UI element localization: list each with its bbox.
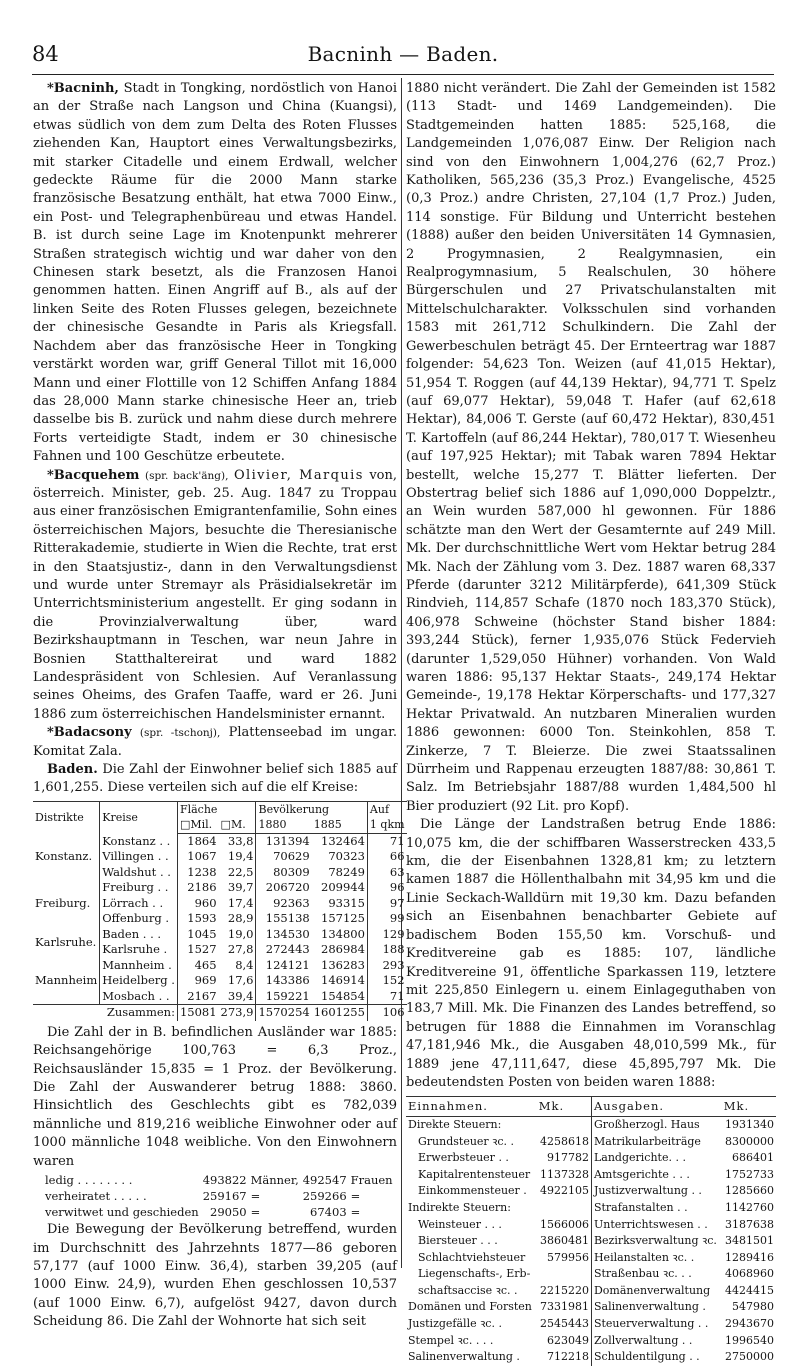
col-header-einnahmen: Einnahmen. [406, 1097, 537, 1117]
income-item: Grundsteuer ꝛc. . [418, 1134, 515, 1148]
density-per-qkm: 188 [382, 942, 405, 957]
header-rule [32, 74, 774, 75]
total-1880: 1570254 [256, 1005, 312, 1021]
bewegung-text: Die Bewegung der Bevölkerung betreffend, wurden im Durchschnitt des Jahrzehnts 1877—86 geboren 57,177 (auf 1000 Einw. 36,4), starben 39,205 (auf 1000 Einw. 24,9), wurden Ehen geschlossen 10,537 (auf 1000 Einw. 6,7), aufgelöst 9427, davon durch Scheidung 86. Die Zahl der Wohnorte hat sich seit [33, 1222, 397, 1330]
area-qmil: 1045 [187, 926, 217, 941]
table-row [406, 1200, 776, 1217]
population-1880: 80309 [273, 864, 310, 879]
area-qm: 33,8 [219, 833, 256, 849]
expense-amount: 2750000 [725, 1350, 774, 1364]
population-1880: 159221 [265, 988, 310, 1003]
income-amount: 2215220 [537, 1283, 592, 1300]
density-per-qkm: 71 [389, 833, 405, 848]
density-per-qkm: 71 [389, 988, 405, 1003]
headword: *Bacquehem [47, 467, 140, 483]
col-header-ausgaben: Ausgaben. [591, 1097, 721, 1117]
table-row [33, 927, 407, 943]
population-1885: 132464 [312, 833, 368, 849]
area-qm: 8,4 [219, 958, 256, 974]
table-row [406, 1183, 776, 1200]
col-header-1880: 1880 [256, 817, 312, 833]
expense-item: Straßenbau ꝛc. . . [593, 1267, 692, 1281]
expense-item: Landgerichte. . . [593, 1151, 686, 1165]
population-1885: 93315 [312, 896, 368, 912]
income-item: Weinsteuer . . . [418, 1217, 502, 1231]
income-item: Kapitalrentensteuer [418, 1167, 531, 1181]
male-count: 493822 [202, 1173, 247, 1188]
income-amount: 1137328 [537, 1167, 592, 1184]
col-header-bevoelkerung: Bevölkerung [256, 801, 367, 817]
male-count: 259167 [202, 1189, 247, 1204]
col-header-kreise: Kreise [100, 801, 178, 833]
income-amount: 623049 [537, 1333, 592, 1350]
density-per-qkm: 99 [389, 911, 405, 926]
area-qm: 28,9 [219, 911, 256, 927]
expense-amount: 3187638 [725, 1217, 774, 1231]
district-name: Konstanz. [33, 833, 100, 880]
population-1880: 70629 [273, 849, 310, 864]
table-total-row [33, 1005, 407, 1021]
headword: *Badacsony [47, 725, 132, 741]
expense-amount: 4424415 [725, 1283, 774, 1297]
col-header-flaeche: Fläche [177, 801, 256, 817]
population-1880: 143386 [265, 973, 310, 988]
kreis-name: Konstanz . . [100, 833, 178, 849]
entry-badacsony [33, 724, 397, 761]
income-item: schaftsaccise ꝛc. . [418, 1283, 518, 1297]
col-header-1885: 1885 [312, 817, 368, 833]
area-qmil: 1864 [187, 833, 217, 848]
male-label: Männer, [250, 1173, 299, 1188]
area-qmil: 969 [194, 973, 217, 988]
income-amount [537, 1200, 592, 1217]
table-row [406, 1217, 776, 1234]
female-label: Frauen [350, 1173, 393, 1188]
income-amount: 3860481 [537, 1233, 592, 1250]
income-item: Liegenschafts-, Erb- [418, 1267, 531, 1281]
income-item: Salinenverwaltung . [408, 1350, 520, 1364]
expense-amount: 1752733 [725, 1167, 774, 1181]
kreis-name: Offenburg . [100, 911, 178, 927]
expense-item: Steuerverwaltung . . [593, 1317, 709, 1331]
population-1880: 272443 [265, 942, 310, 957]
table-row [43, 1204, 395, 1220]
pronunciation: (spr. back'äng), [144, 469, 229, 482]
area-qmil: 2167 [187, 988, 217, 1003]
total-label: Zusammen: [33, 1005, 177, 1021]
table-row [406, 1150, 776, 1167]
female-label: = [350, 1189, 361, 1204]
income-amount [537, 1116, 592, 1133]
district-name: Mannheim [33, 958, 100, 1005]
male-label: = [250, 1189, 261, 1204]
column-divider [401, 78, 402, 1268]
area-qm: 22,5 [219, 865, 256, 881]
kreis-name: Villingen . . [100, 849, 178, 865]
table-row [43, 1188, 395, 1204]
table-row [43, 1172, 395, 1188]
expense-amount: 1996540 [725, 1333, 774, 1347]
right-column [406, 80, 776, 1366]
area-qmil: 960 [194, 895, 217, 910]
density-per-qkm: 66 [389, 849, 405, 864]
expense-item: Domänenverwaltung [593, 1283, 711, 1297]
total-qkm: 106 [367, 1005, 406, 1021]
expense-amount: 1289416 [725, 1250, 774, 1264]
area-qm: 27,8 [219, 942, 256, 958]
area-qm: 17,4 [219, 896, 256, 912]
district-name: Freiburg. [33, 880, 100, 927]
female-count: 67403 [310, 1205, 347, 1220]
table-row [406, 1349, 776, 1366]
district-name: Karlsruhe. [33, 927, 100, 958]
density-per-qkm: 96 [389, 880, 405, 895]
total-qmil: 15081 [177, 1005, 218, 1021]
area-qm: 19,0 [219, 927, 256, 943]
entry-bacninh [33, 80, 397, 467]
male-label: = [250, 1205, 261, 1220]
population-1885: 146914 [312, 973, 368, 989]
income-amount: 917782 [537, 1150, 592, 1167]
income-item: Domänen und Forsten [408, 1300, 532, 1314]
col-header-distrikte: Distrikte [33, 801, 100, 833]
kreis-name: Mannheim . [100, 958, 178, 974]
income-item: Direkte Steuern: [408, 1117, 502, 1131]
status-label: verwitwet und geschieden [45, 1205, 199, 1220]
kreis-name: Freiburg . . [100, 880, 178, 896]
income-amount: 579956 [537, 1250, 592, 1267]
income-amount: 712218 [537, 1349, 592, 1366]
female-count: 492547 [302, 1173, 347, 1188]
population-1885: 154854 [312, 989, 368, 1005]
area-qmil: 1593 [187, 911, 217, 926]
area-qm: 19,4 [219, 849, 256, 865]
expense-amount: 8300000 [725, 1134, 774, 1148]
kreis-name: Waldshut . . [100, 865, 178, 881]
female-label: = [350, 1205, 361, 1220]
income-item: Stempel ꝛc. . . . [408, 1333, 494, 1347]
finance-table [406, 1096, 776, 1366]
statistics-text: 1880 nicht verändert. Die Zahl der Gemeinden ist 1582 (113 Stadt- und 1469 Landgemeinden). Die Stadtgemeinden hatten 1885: 525,168, die Landgemeinden 1,076,087 Einw. Der Religion nach sind von den Einwohnern 1,004,276 (62,7 Proz.) Katholiken, 565,236 (35,3 Proz.) Evangelische, 4525 (0,3 Proz.) andre Christen, 27,104 (1,7 Proz.) Juden, 114 sonstige. Für Bildung und Unterricht bestehen (1888) außer den beiden Universitäten 14 Gymnasien, 2 Progymnasien, 2 Realgymnasien, ein Realprogymnasium, 5 Realschulen, 30 höhere Bürgerschulen und 27 Privatschulanstalten mit Mittelschulcharakter. Volksschulen sind vorhanden 1583 mit 261,712 Schulkindern. Die Zahl der Gewerbeschulen beträgt 45. Der Ernteertrag war 1887 folgender: 54,623 Ton. Weizen (auf 41,015 Hektar), 51,954 T. Roggen (auf 44,139 Hektar), 94,771 T. Spelz (auf 69,077 Hektar), 59,048 T. Hafer (auf 62,618 Hektar), 84,006 T. Gerste (auf 60,472 Hektar), 830,451 T. Kartoffeln (auf 86,244 Hektar), 780,017 T. Wiesenheu (auf 197,925 Hektar); mit Tabak waren 7894 Hektar bestellt, welche 15,277 T. Blätter lieferten. Der Obstertrag belief sich 1886 auf 1,090,000 Doppelztr., an Wein wurden 587,000 hl gewonnen. Für 1886 schätzte man den Wert der Gesamternte auf 249 Mill. Mk. Der durchschnittliche Wert vom Hektar betrug 284 Mk. Nach der Zählung vom 3. Dez. 1887 waren 68,337 Pferde (darunter 3212 Militärpferde), 641,309 Stück Rindvieh, 114,857 Schafe (1870 noch 183,370 Stück), 406,978 Schweine (höchster Stand bisher 1884: 393,244 Stück), ferner 1,935,076 Stück Federvieh (darunter 1,529,050 Hühner) vorhanden. Von Wald waren 1886: 95,137 Hektar Staats-, 249,174 Hektar Gemeinde-, 19,178 Hektar Körperschafts- und 177,327 Hektar Privatwald. An nutzbaren Mineralien wurden 1886 gewonnen: 6000 Ton. Steinkohlen, 858 T. Zinkerze, 7 T. Bleierze. Die zwei Staatssalinen Dürrheim und Rappenau erzeugten 1887/88: 30,861 T. Salz. Im Betriebsjahr 1887/88 wurden 1,484,500 hl Bier produziert (92 Lit. pro Kopf). [406, 81, 776, 814]
population-1880: 206720 [265, 880, 310, 895]
expense-item: Justizverwaltung . . [593, 1184, 702, 1198]
expense-item: Schuldentilgung . . [593, 1350, 700, 1364]
income-amount: 4922105 [537, 1183, 592, 1200]
expense-amount: 547980 [732, 1300, 774, 1314]
left-column [33, 80, 405, 1332]
population-1885: 136283 [312, 958, 368, 974]
population-1885: 134800 [312, 927, 368, 943]
income-item: Schlachtviehsteuer [418, 1250, 526, 1264]
kreis-name: Mosbach . . [100, 989, 178, 1005]
pronunciation: (spr. -tschonj), [139, 727, 221, 740]
district-table [33, 801, 407, 1021]
expense-item: Strafanstalten . . [593, 1200, 688, 1214]
income-item: Justizgefälle ꝛc. . [408, 1317, 502, 1331]
population-1880: 155138 [265, 911, 310, 926]
headword: *Bacninh, [47, 81, 119, 96]
density-per-qkm: 129 [382, 926, 405, 941]
status-label: verheiratet . . . . . [45, 1189, 147, 1204]
table-row [406, 1316, 776, 1333]
area-qmil: 1527 [187, 942, 217, 957]
area-qm: 17,6 [219, 973, 256, 989]
expense-amount: 3481501 [725, 1234, 774, 1248]
expense-item: Salinenverwaltung . [593, 1300, 706, 1314]
expense-amount: 2943670 [725, 1317, 774, 1331]
auslaender-text: Die Zahl der in B. befindlichen Ausländer war 1885: Reichsangehörige 100,763 = 6,3 Proz., Reichsausländer 15,835 = 1 Proz. der Bevölkerung. Die Zahl der Auswanderer betrug 1888: 3860. Hinsichtlich des Geschlechts gibt es 782,039 männliche und 819,216 weibliche Einwohner oder auf 1000 männliche 1048 weibliche. Von den Einwohnern waren [33, 1024, 397, 1169]
population-1885: 157125 [312, 911, 368, 927]
person-name: Olivier, Marquis [233, 467, 364, 483]
density-per-qkm: 293 [382, 957, 405, 972]
total-qm: 273,9 [219, 1005, 256, 1021]
marital-status-table [43, 1172, 395, 1220]
page-number: 84 [32, 42, 59, 66]
density-per-qkm: 63 [389, 864, 405, 879]
income-amount: 1566006 [537, 1217, 592, 1234]
kreis-name: Baden . . . [100, 927, 178, 943]
page-header [32, 42, 774, 72]
density-per-qkm: 152 [382, 973, 405, 988]
traffic-finance-text: Die Länge der Landstraßen betrug Ende 1886: 10,075 km, die der schiffbaren Wasserstrecken 433,5 km, die der Eisenbahnen 1328,81 km; zu letztern kamen 1887 die Höllenthalbahn mit 34,95 km und die Linie Seckach-Walldürn mit 19,30 km. Dazu befanden sich an Eisenbahnen benachbarter Gebiete auf badischem Boden 155,50 km. Vorschuß- und Kreditvereine gab es 1885: 107, ländliche Kreditvereine 91, öffentliche Sparkassen 119, letztere mit 225,850 Einlegern u. einem Einlageguthaben von 183,7 Mill. Mk. Die Finanzen des Landes betreffend, so betrugen für 1888 die Einnahmen im Voranschlag 47,181,946 Mk., die Ausgaben 48,010,599 Mk., für 1889 jene 47,111,647, diese 45,895,797 Mk. Die bedeutendsten Posten von beiden waren 1888: [406, 817, 776, 1090]
entry-text: Die Zahl der Einwohner belief sich 1885 auf 1,601,255. Diese verteilen sich auf die elf Kreise: [33, 762, 397, 796]
col-header-mk-income: Mk. [537, 1097, 592, 1117]
expense-item: Zollverwaltung . . [593, 1333, 693, 1347]
expense-amount: 1285660 [725, 1184, 774, 1198]
entry-text: Stadt in Tongking, nordöstlich von Hanoi an der Straße nach Langson und China (Kuangsi), etwas südlich von dem zum Delta des Roten Flusses ziehenden Kan, Hauptort eines Verwaltungsbezirks, mit starker Citadelle und einem Erdwall, welcher gedeckte Räume für die 2000 Mann starke französische Besatzung enthält, hat etwa 7000 Einw., ein Post- und Telegraphenbüreau und etwas Handel. B. ist durch seine Lage im Knotenpunkt mehrerer Straßen strategisch wichtig und war daher von den Chinesen stark besetzt, als die Franzosen Hanoi genommen hatten. Einen Angriff auf B., als auf der linken Seite des Roten Flusses gelegen, bezeichnete der chinesische Gesandte in Paris als Kriegsfall. Nachdem aber das französische Heer in Tongking verstärkt worden war, griff General Tillot mit 16,000 Mann und einer Flottille von 12 Schiffen Anfang 1884 das 28,000 Mann starke chinesische Heer an, trieb dasselbe bis B. zurück und nahm diese durch mehrere Forts verteidigte Stadt, indem er 30 chinesische Fahnen und 100 Geschütze erbeutete. [33, 81, 397, 465]
expense-amount: 1931340 [725, 1117, 774, 1131]
area-qm: 39,4 [219, 989, 256, 1005]
expense-amount: 686401 [732, 1151, 774, 1165]
table-row [406, 1283, 776, 1300]
headword: Baden. [47, 762, 98, 778]
table-row [33, 833, 407, 849]
table-row [406, 1134, 776, 1151]
table-row [33, 958, 407, 974]
expense-item: Unterrichtswesen . . [593, 1217, 708, 1231]
table-row [406, 1299, 776, 1316]
total-1885: 1601255 [312, 1005, 368, 1021]
entry-baden [33, 761, 397, 798]
male-count: 29050 [210, 1205, 247, 1220]
population-1885: 70323 [312, 849, 368, 865]
table-row [406, 1167, 776, 1184]
female-count: 259266 [302, 1189, 347, 1204]
col-header-qmil: □Mil. [177, 817, 218, 833]
income-amount: 4258618 [537, 1134, 592, 1151]
population-1880: 92363 [273, 895, 310, 910]
table-row [406, 1233, 776, 1250]
density-per-qkm: 97 [389, 895, 405, 910]
population-1885: 286984 [312, 942, 368, 958]
table-row [406, 1116, 776, 1133]
running-title: Bacninh — Baden. [307, 42, 499, 66]
population-1880: 134530 [265, 926, 310, 941]
expense-amount: 1142760 [725, 1200, 774, 1214]
income-item: Erwerbsteuer . . [418, 1151, 509, 1165]
income-item: Indirekte Steuern: [408, 1200, 511, 1214]
col-header-qm: □M. [219, 817, 256, 833]
expense-item: Heilanstalten ꝛc. . [593, 1250, 695, 1264]
expense-item: Matrikularbeiträge [593, 1134, 701, 1148]
col-header-qkm: 1 qkm [367, 817, 406, 833]
kreis-name: Karlsruhe . [100, 942, 178, 958]
income-item: Einkommensteuer . [418, 1184, 527, 1198]
area-qmil: 1067 [187, 849, 217, 864]
expense-amount: 4068960 [725, 1267, 774, 1281]
col-header-mk-expense: Mk. [722, 1097, 776, 1117]
entry-bacquehem [33, 467, 397, 725]
population-1880: 131394 [265, 833, 310, 848]
entry-text: von, österreich. Minister, geb. 25. Aug. 1847 zu Troppau aus einer französischen Emigrantenfamilie, Sohn eines österreichischen Majors, besuchte die Theresianische Ritterakademie, studierte in Wien die Rechte, trat erst in den Staatsjustiz-, dann in den Verwaltungsdienst und wurde unter Stremayr als Präsidialsekretär im Unterrichtsministerium angestellt. Er ging sodann in die Provinzialverwaltung über, ward Bezirkshauptmann in Teschen, war neun Jahre in Bosnien Statthaltereirat und ward 1882 Landespräsident von Schlesien. Auf Veranlassung seines Oheims, des Grafen Taaffe, ward er 26. Juni 1886 zum österreichischen Handelsminister ernannt. [33, 467, 398, 722]
table-row [406, 1250, 776, 1267]
expense-item: Bezirksverwaltung ꝛc. [593, 1234, 717, 1248]
area-qm: 39,7 [219, 880, 256, 896]
income-amount: 2545443 [537, 1316, 592, 1333]
expense-item: Großherzogl. Haus [593, 1117, 700, 1131]
expense-item: Amtsgerichte . . . [593, 1167, 690, 1181]
population-1885: 209944 [312, 880, 368, 896]
area-qmil: 465 [194, 957, 217, 972]
table-row [406, 1333, 776, 1350]
status-label: ledig . . . . . . . . [45, 1173, 133, 1188]
table-row [33, 880, 407, 896]
population-1880: 124121 [265, 957, 310, 972]
income-item: Biersteuer . . . [418, 1234, 498, 1248]
kreis-name: Heidelberg . [100, 973, 178, 989]
col-header-auf: Auf [367, 801, 406, 817]
area-qmil: 1238 [187, 864, 217, 879]
kreis-name: Lörrach . . [100, 896, 178, 912]
area-qmil: 2186 [187, 880, 217, 895]
income-amount: 7331981 [537, 1299, 592, 1316]
entry-text: Plattenseebad im ungar. Komitat Zala. [33, 725, 397, 759]
population-1885: 78249 [312, 865, 368, 881]
